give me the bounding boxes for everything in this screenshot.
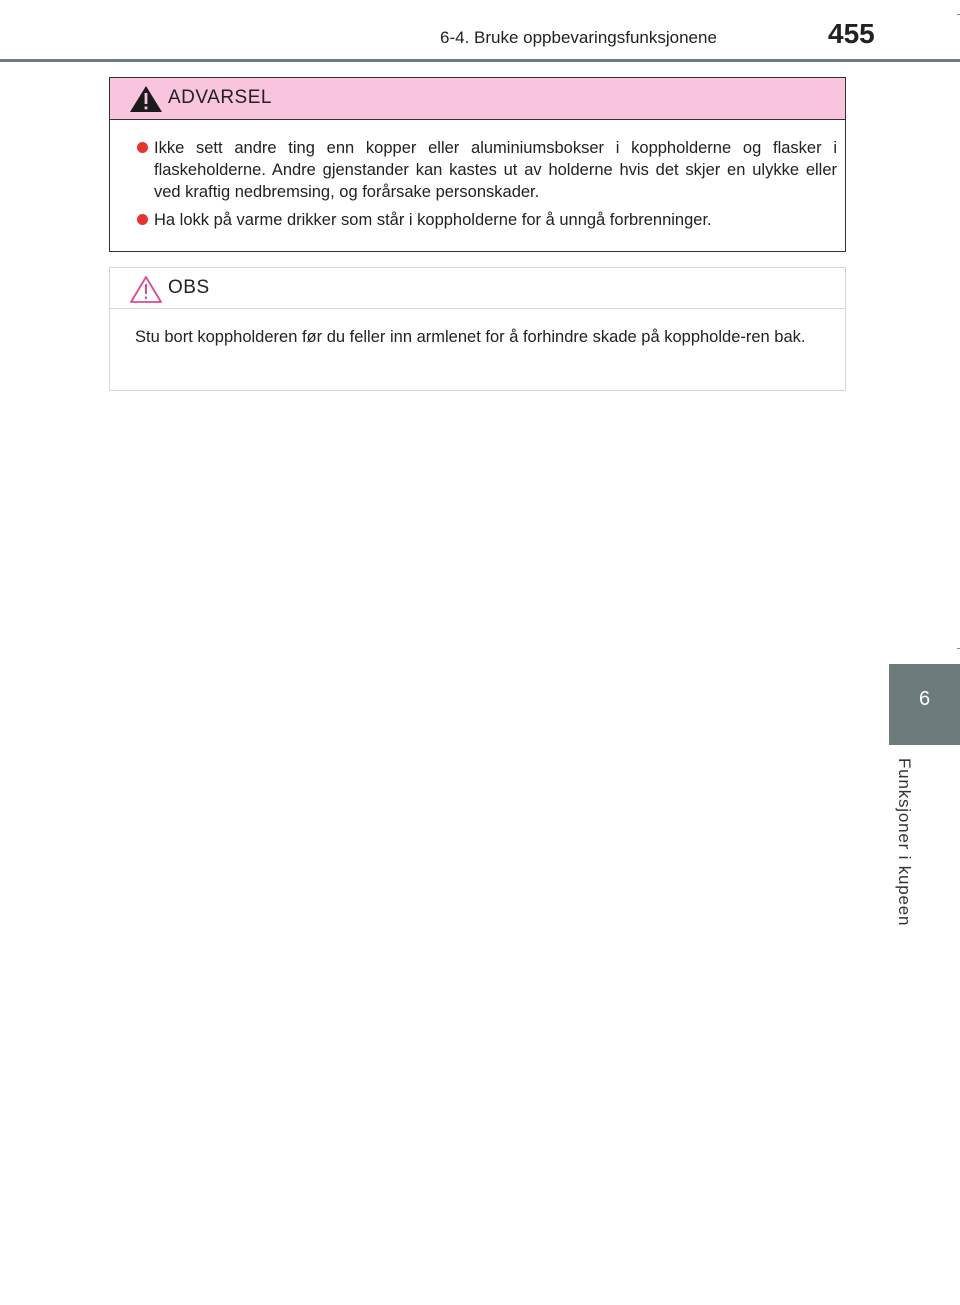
notice-label: OBS <box>168 277 210 298</box>
warning-item-text: Ikke sett andre ting enn kopper eller aluminiumsbokser i koppholderne og flasker i flaskeholderne. Andre gjenstander kan kastes ut av holderne hvis det skjer en ulykke eller ved kraftig nedbremsing, og forårsake personskader. <box>154 139 837 201</box>
section-title: 6-4. Bruke oppbevaringsfunksjonene <box>440 28 717 47</box>
warning-item <box>136 209 837 231</box>
warning-triangle-outline-icon <box>128 274 164 304</box>
warning-triangle-filled-icon <box>128 84 164 114</box>
chapter-number: 6 <box>918 688 931 710</box>
warning-box <box>109 77 846 252</box>
page-number: 455 <box>828 18 875 49</box>
warning-item <box>136 137 837 203</box>
warning-header <box>110 78 845 120</box>
notice-box <box>109 267 846 391</box>
warning-item-text: Ha lokk på varme drikker som står i koppholderne for å unngå forbrenninger. <box>154 211 712 229</box>
chapter-tab <box>889 664 960 745</box>
notice-header <box>110 268 845 309</box>
bullet-dot-icon <box>137 214 148 225</box>
chapter-label: Funksjoner i kupeen <box>895 758 914 927</box>
header-divider <box>0 59 960 62</box>
notice-text: Stu bort koppholderen før du feller inn armlenet for å forhindre skade på koppholde-ren bak. <box>135 328 806 346</box>
bullet-dot-icon <box>137 142 148 153</box>
warning-label: ADVARSEL <box>168 87 272 108</box>
